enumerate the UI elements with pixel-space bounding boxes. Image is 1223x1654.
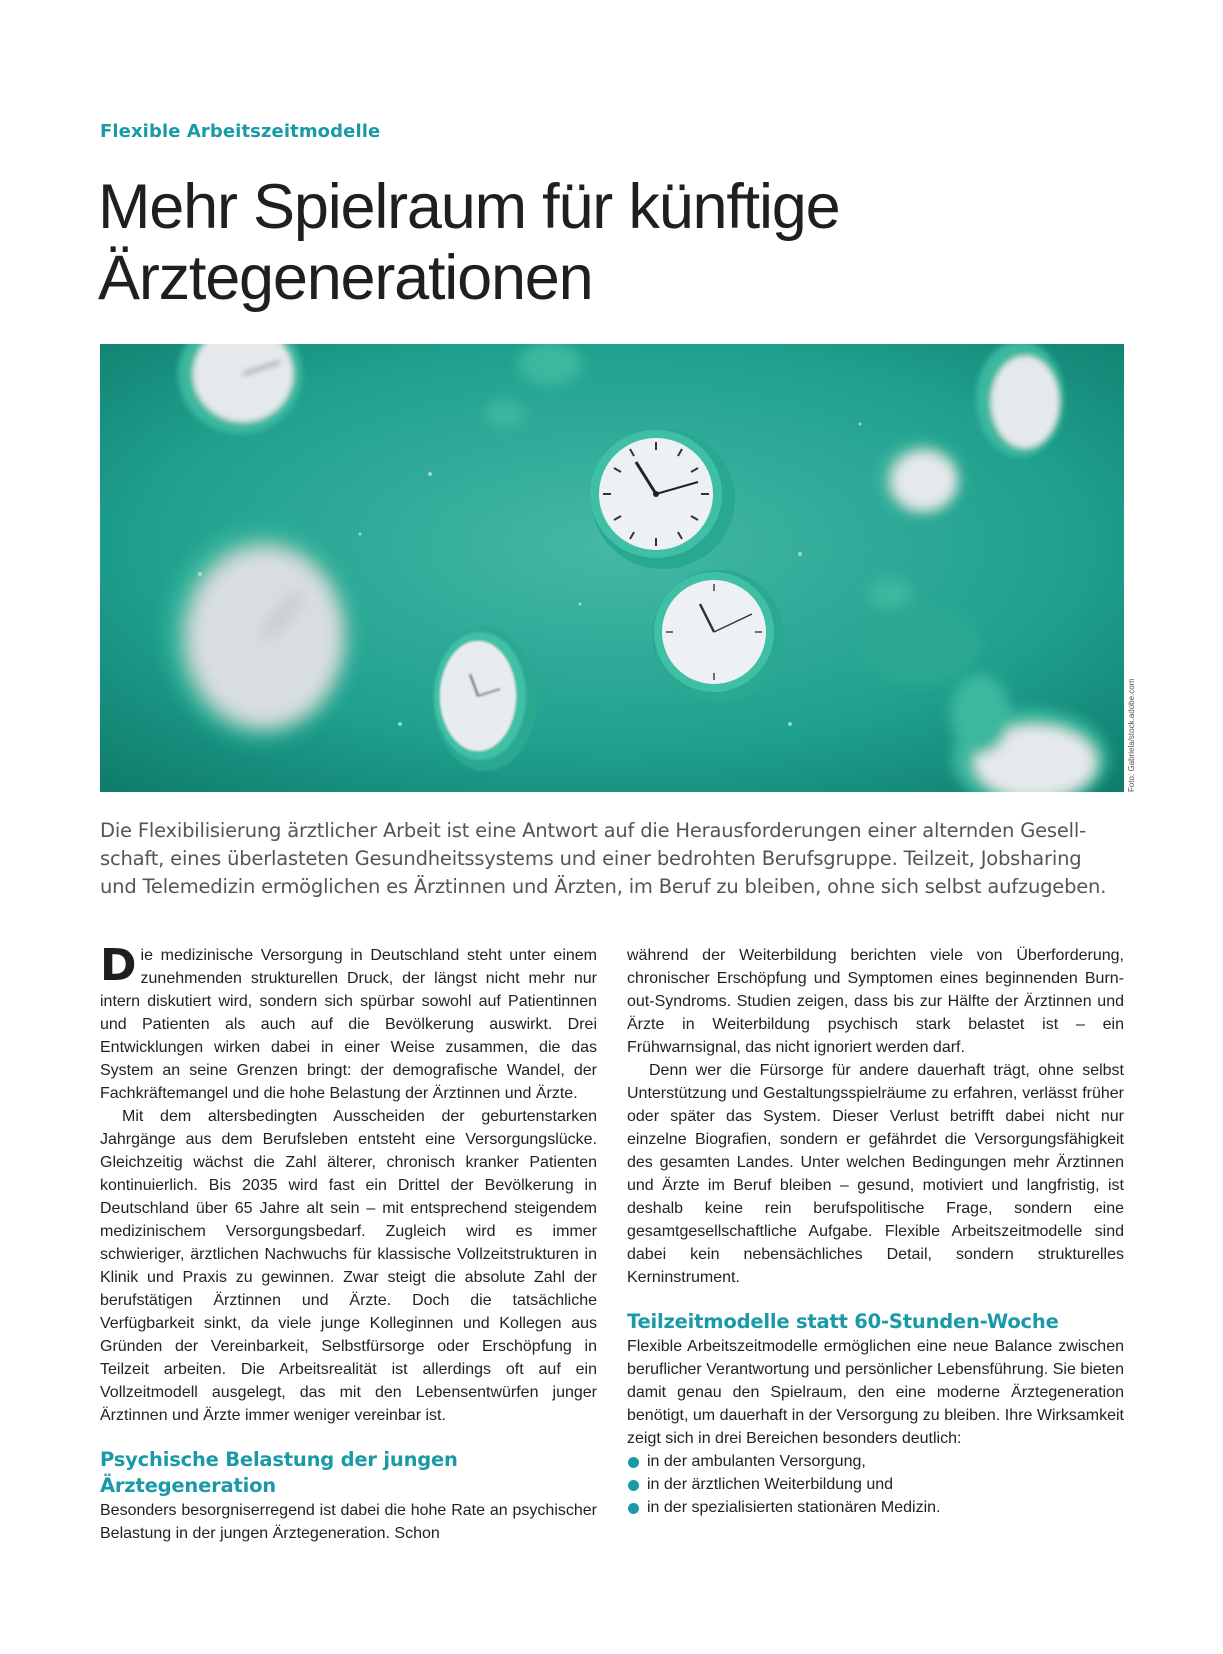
lead-line-1: Die Flexibilisierung ärztlicher Arbeit ist eine Antwort auf die Herausforderungen einer alternden Gesell- — [100, 819, 1086, 842]
drop-cap: D — [100, 940, 137, 991]
body-paragraph — [100, 940, 597, 1105]
list-item-text: in der ambulanten Versorgung, — [647, 1453, 866, 1470]
clock-icon — [652, 570, 784, 702]
body-paragraph: Denn wer die Fürsorge für andere dauerhaft trägt, ohne selbst Unterstützung und Gestaltungsspielräume zu erfahren, verlässt früher oder später das System. Dieser Verlust betrifft dabei nicht nur einzelne Biografien, sondern er gefährdet die Versorgungsfähigkeit des gesamten Landes. Unter welchen Bedingungen mehr Ärztinnen und Ärzte im Beruf bleiben – gesund, motiviert und langfristig, ist deshalb keine rein berufspolitische Frage, sondern eine gesamtgesellschaftliche Aufgabe. Flexible Arbeitszeitmodelle sind dabei kein nebensächliches Detail, sondern strukturelles Kerninstrument. — [627, 1062, 1124, 1286]
body-paragraph: Besonders besorgniserregend ist dabei die hohe Rate an psychischer Belastung in der jungen Ärztegeneration. Schon — [100, 1502, 597, 1542]
headline — [98, 172, 1138, 314]
clock-icon — [433, 627, 537, 771]
bullet-icon — [628, 1503, 639, 1514]
body-paragraph: Flexible Arbeitszeitmodelle ermöglichen eine neue Balance zwischen beruflicher Verantwortung und persönlicher Lebensführung. Sie bieten damit genau den Spielraum, den eine moderne Ärztegeneration benötigt, um dauerhaft in der Versorgung zu bleiben. Ihre Wirksamkeit zeigt sich in drei Bereichen besonders deutlich: — [627, 1338, 1124, 1447]
list-item — [627, 1473, 1124, 1496]
photo-credit: Foto: Gabriela/stock.adobe.com — [1127, 678, 1136, 792]
lead-line-2: schaft, eines überlasteten Gesundheitssystems und einer bedrohten Berufsgruppe. Teilzeit, Jobsharing — [100, 847, 1082, 870]
hero-photo — [100, 344, 1124, 792]
body-text: ie medizinische Versorgung in Deutschland steht unter einem zunehmenden strukturellen Druck, der längst nicht mehr nur intern diskutiert wird, sondern sich spürbar sowohl auf Patientinnen und Patienten als auch auf die Bevölkerung auswirkt. Drei Entwicklungen wirken dabei in einer Weise zusammen, die das System an seine Grenzen bringt: der demografische Wandel, der Fachkräftemangel und die hohe Belastung der Ärztinnen und Ärzte. — [100, 947, 597, 1102]
left-column — [100, 940, 597, 1545]
bullet-icon — [628, 1480, 639, 1491]
clock-icon — [976, 344, 1064, 457]
body-paragraph: während der Weiterbildung berichten viele von Überforderung, chronischer Erschöpfung und Symptomen eines beginnenden Burn-out-Syndroms. Studien zeigen, dass bis zur Hälfte der Ärztinnen und Ärzte in Weiterbildung psychisch stark belastet ist – ein Frühwarnsignal, das nicht ignoriert werden darf. — [627, 947, 1124, 1056]
list-item — [627, 1496, 1124, 1519]
lead-paragraph — [100, 817, 1130, 901]
clock-icon — [878, 441, 962, 517]
list-item-text: in der spezialisierten stationären Medizin. — [647, 1499, 941, 1516]
section-heading: Psychische Belastung der jungen Ärztegeneration — [100, 1448, 458, 1497]
section-heading: Teilzeitmodelle statt 60-Stunden-Woche — [627, 1310, 1059, 1333]
bullet-icon — [628, 1457, 639, 1468]
headline-line-2: Ärztegenerationen — [98, 243, 593, 313]
right-column — [627, 944, 1124, 1519]
clock-icon — [168, 529, 352, 739]
list-item — [627, 1450, 1124, 1473]
list-item-text: in der ärztlichen Weiterbildung und — [647, 1476, 894, 1493]
lead-line-3: und Telemedizin ermöglichen es Ärztinnen und Ärzten, im Beruf zu bleiben, ohne sich selbst aufzugeben. — [100, 875, 1107, 898]
kicker: Flexible Arbeitszeitmodelle — [100, 121, 381, 142]
bullet-list — [627, 1450, 1124, 1519]
clock-icon — [590, 429, 735, 569]
body-paragraph: Mit dem altersbedingten Ausscheiden der geburtenstarken Jahrgänge aus dem Berufsleben entsteht eine Versorgungslücke. Gleichzeitig wächst die Zahl älterer, chronisch kranker Patienten kontinuierlich. Bis 2035 wird fast ein Drittel der Bevölkerung in Deutschland über 65 Jahre alt sein – mit entsprechend steigendem medizinischem Versorgungsbedarf. Zugleich wird es immer schwieriger, ärztlichen Nachwuchs für klassische Vollzeitstrukturen in Klinik und Praxis zu gewinnen. Zwar steigt die absolute Zahl der berufstätigen Ärztinnen und Ärzte. Doch die tatsächliche Verfügbarkeit sinkt, da viele junge Kolleginnen und Kollegen aus Gründen der Vereinbarkeit, Selbstfürsorge oder Erschöpfung in Teilzeit arbeiten. Die Arbeitsrealität ist allerdings oft auf ein Vollzeitmodell ausgelegt, das mit den Lebensentwürfen junger Ärztinnen und Ärzte immer weniger vereinbar ist. — [100, 1108, 597, 1424]
headline-line-1: Mehr Spielraum für künftige — [98, 172, 840, 242]
